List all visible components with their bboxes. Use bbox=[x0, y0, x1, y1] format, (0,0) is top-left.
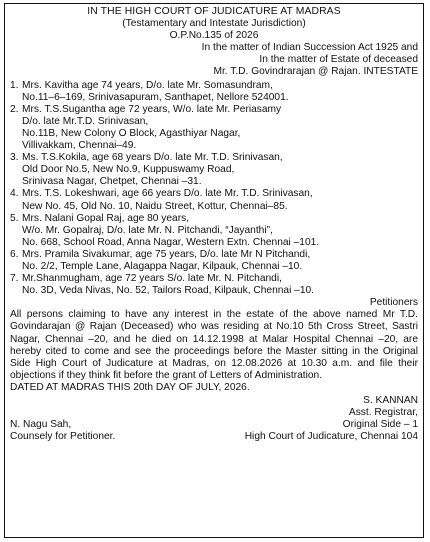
petitioner-line: Mrs. Kavitha age 74 years, D/o. late Mr. Somasundram, bbox=[22, 79, 273, 91]
petitioner-details bbox=[22, 104, 418, 152]
notice-body: All persons claiming to have any interest in the estate of the above named Mr T.D. Govindarajan @ Rajan (Deceased) who was residing at No.10 5th Cross Street, Sastri Nagar, Chennai –20, and he died on 14.12.1998 at Malar Hospital Chennai –20, are hereby cited to come and see the proceedings before the Master sitting in the Original Side High Court of Judicature at Madras, on 12.08.2026 at 10.30 a.m. and file their objections if they think fit before the grant of Letters of Administration. bbox=[10, 309, 418, 381]
court-name: IN THE HIGH COURT OF JUDICATURE AT MADRAS bbox=[87, 6, 341, 17]
matter-act: In the matter of Indian Succession Act 1925 and bbox=[201, 42, 418, 54]
dated-line: DATED AT MADRAS THIS 20th DAY OF JULY, 2026. bbox=[10, 381, 250, 393]
petitioners-label: Petitioners bbox=[369, 297, 418, 309]
petitioner-item bbox=[10, 80, 418, 104]
petitioner-line: D/o. late Mr.T.D. Srinivasan, bbox=[22, 115, 149, 127]
petitioner-list bbox=[10, 80, 418, 298]
petitioner-item bbox=[10, 273, 418, 297]
petitioner-number: 1. bbox=[10, 79, 19, 91]
petitioner-line: No. 2/2, Temple Lane, Alagappa Nagar, Kilpauk, Chennai –10. bbox=[22, 260, 303, 272]
petitioner-line: Mr.Shanmugham, age 72 years S/o. late Mr. N. Pitchandi, bbox=[22, 273, 282, 285]
petitioner-line: No.11B, New Colony O Block, Agasthiyar Nagar, bbox=[22, 127, 241, 139]
petitioner-line: Mrs. Pramila Sivakumar, age 75 years, D/o. late Mr N Pitchandi, bbox=[22, 248, 311, 260]
petitioner-number: 7. bbox=[10, 273, 19, 285]
petitioner-line: No. 3D, Veda Nivas, No. 52, Tailors Road, Kilpauk, Chennai –10. bbox=[22, 285, 315, 297]
petitioner-line: New No. 45, Old No. 10, Naidu Street, Kottur, Chennai–85. bbox=[22, 200, 288, 212]
petitioner-number: 4. bbox=[10, 188, 19, 200]
petitioner-line: Mrs. Nalani Gopal Raj, age 80 years, bbox=[22, 212, 190, 224]
counsel-name: N. Nagu Sah, bbox=[10, 419, 72, 430]
petitioner-number: 3. bbox=[10, 152, 19, 164]
registrar-name: S. KANNAN bbox=[363, 395, 418, 406]
petitioner-details bbox=[22, 273, 418, 297]
legal-notice bbox=[4, 3, 424, 538]
petitioner-details bbox=[22, 213, 418, 249]
counsel-block bbox=[10, 419, 115, 443]
petitioner-details bbox=[22, 249, 418, 273]
registrar-side: Original Side – 1 bbox=[342, 419, 418, 431]
petitioner-number: 5. bbox=[10, 212, 19, 224]
petitioner-line: Ms. T.S.Kokila, age 68 years D/o. late Mr. T.D. Srinivasan, bbox=[22, 152, 283, 164]
petitioner-item bbox=[10, 152, 418, 188]
deceased-name: Mr. T.D. Govindrarajan @ Rajan. INTESTATE bbox=[213, 66, 418, 78]
petitioner-item bbox=[10, 213, 418, 249]
petitioner-item bbox=[10, 104, 418, 152]
op-number: O.P.No.135 of 2026 bbox=[169, 30, 259, 42]
petitioner-line: Old Door No.5, New No.9, Kuppuswamy Road, bbox=[22, 164, 235, 176]
registrar-title: Asst. Registrar, bbox=[348, 407, 418, 419]
petitioner-line: No. 668, School Road, Anna Nagar, Western Extn. Chennai –101. bbox=[22, 236, 320, 248]
petitioner-number: 2. bbox=[10, 103, 19, 115]
registrar-court: High Court of Judicature, Chennai 104 bbox=[244, 431, 418, 443]
counsel-role: Counsely for Petitioner. bbox=[10, 431, 116, 443]
petitioner-line: W/o. Mr. Gopalraj, D/o. late Mr. N. Pitchandi, “Jayanthi”, bbox=[22, 224, 273, 236]
petitioner-item bbox=[10, 249, 418, 273]
petitioner-line: No.11–6–169, Srinivasapuram, Santhapet, Nellore 524001. bbox=[22, 91, 289, 103]
petitioner-line: Mrs. T.S.Sugantha age 72 years, W/o. late Mr. Periasamy bbox=[22, 103, 282, 115]
petitioner-number: 6. bbox=[10, 248, 19, 260]
registrar-block bbox=[245, 395, 418, 443]
petitioner-line: Mrs. T.S. Lokeshwari, age 66 years D/o. late Mr. T.D. Srinivasan, bbox=[22, 188, 313, 200]
petitioner-line: Srinivasa Nagar, Chetpet, Chennai –31. bbox=[22, 176, 202, 188]
petitioner-details bbox=[22, 188, 418, 212]
petitioner-item bbox=[10, 188, 418, 212]
petitioner-details bbox=[22, 152, 418, 188]
jurisdiction: (Testamentary and Intestate Jurisdiction) bbox=[122, 18, 306, 30]
petitioner-line: Villivakkam, Chennai–49. bbox=[22, 140, 137, 152]
signature-block bbox=[10, 395, 418, 443]
petitioner-details bbox=[22, 80, 418, 104]
matter-estate: In the matter of Estate of deceased bbox=[259, 54, 418, 66]
